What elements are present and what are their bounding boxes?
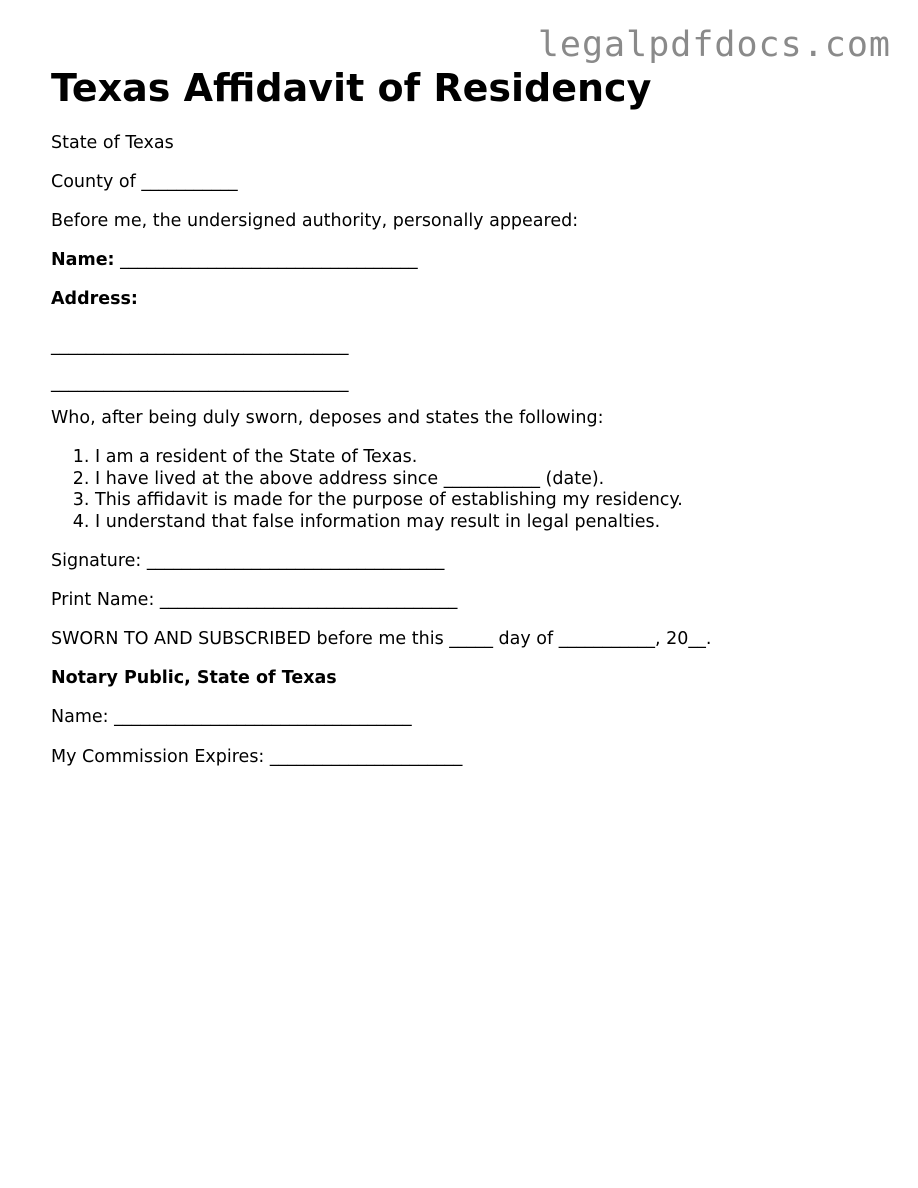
document-body [51,66,871,768]
statement-item: 3. This affidavit is made for the purpose of establishing my residency. [95,490,871,512]
statement-item: 1. I am a resident of the State of Texas. [95,447,871,469]
notary-name-line: Name: __________________________________ [51,707,412,727]
statement-item: 2. I have lived at the above address since ___________ (date). [95,469,871,491]
appeared-line: Before me, the undersigned authority, personally appeared: [51,211,579,231]
county-line: County of ___________ [51,172,238,192]
sworn-subscribed-line: SWORN TO AND SUBSCRIBED before me this _____ day of ___________, 20__. [51,629,712,649]
commission-expires-line: My Commission Expires: ______________________ [51,747,463,767]
print-name-line: Print Name: __________________________________ [51,590,458,610]
document-title: Texas Affidavit of Residency [51,66,652,110]
signature-line: Signature: __________________________________ [51,551,445,571]
statement-item: 4. I understand that false information may result in legal penalties. [95,512,871,534]
notary-heading: Notary Public, State of Texas [51,668,337,688]
address-label: Address: [51,289,138,309]
statements-list [51,447,871,533]
sworn-intro: Who, after being duly sworn, deposes and states the following: [51,408,604,428]
affiant-name-line [51,250,871,271]
watermark-text: legalpdfdocs.com [537,25,891,65]
affiant-name-label: Name: [51,250,115,270]
address-blank-1: __________________________________ [51,336,349,356]
affiant-name-blank: __________________________________ [114,250,418,270]
state-line: State of Texas [51,133,174,153]
address-blank-2: __________________________________ [51,373,349,393]
